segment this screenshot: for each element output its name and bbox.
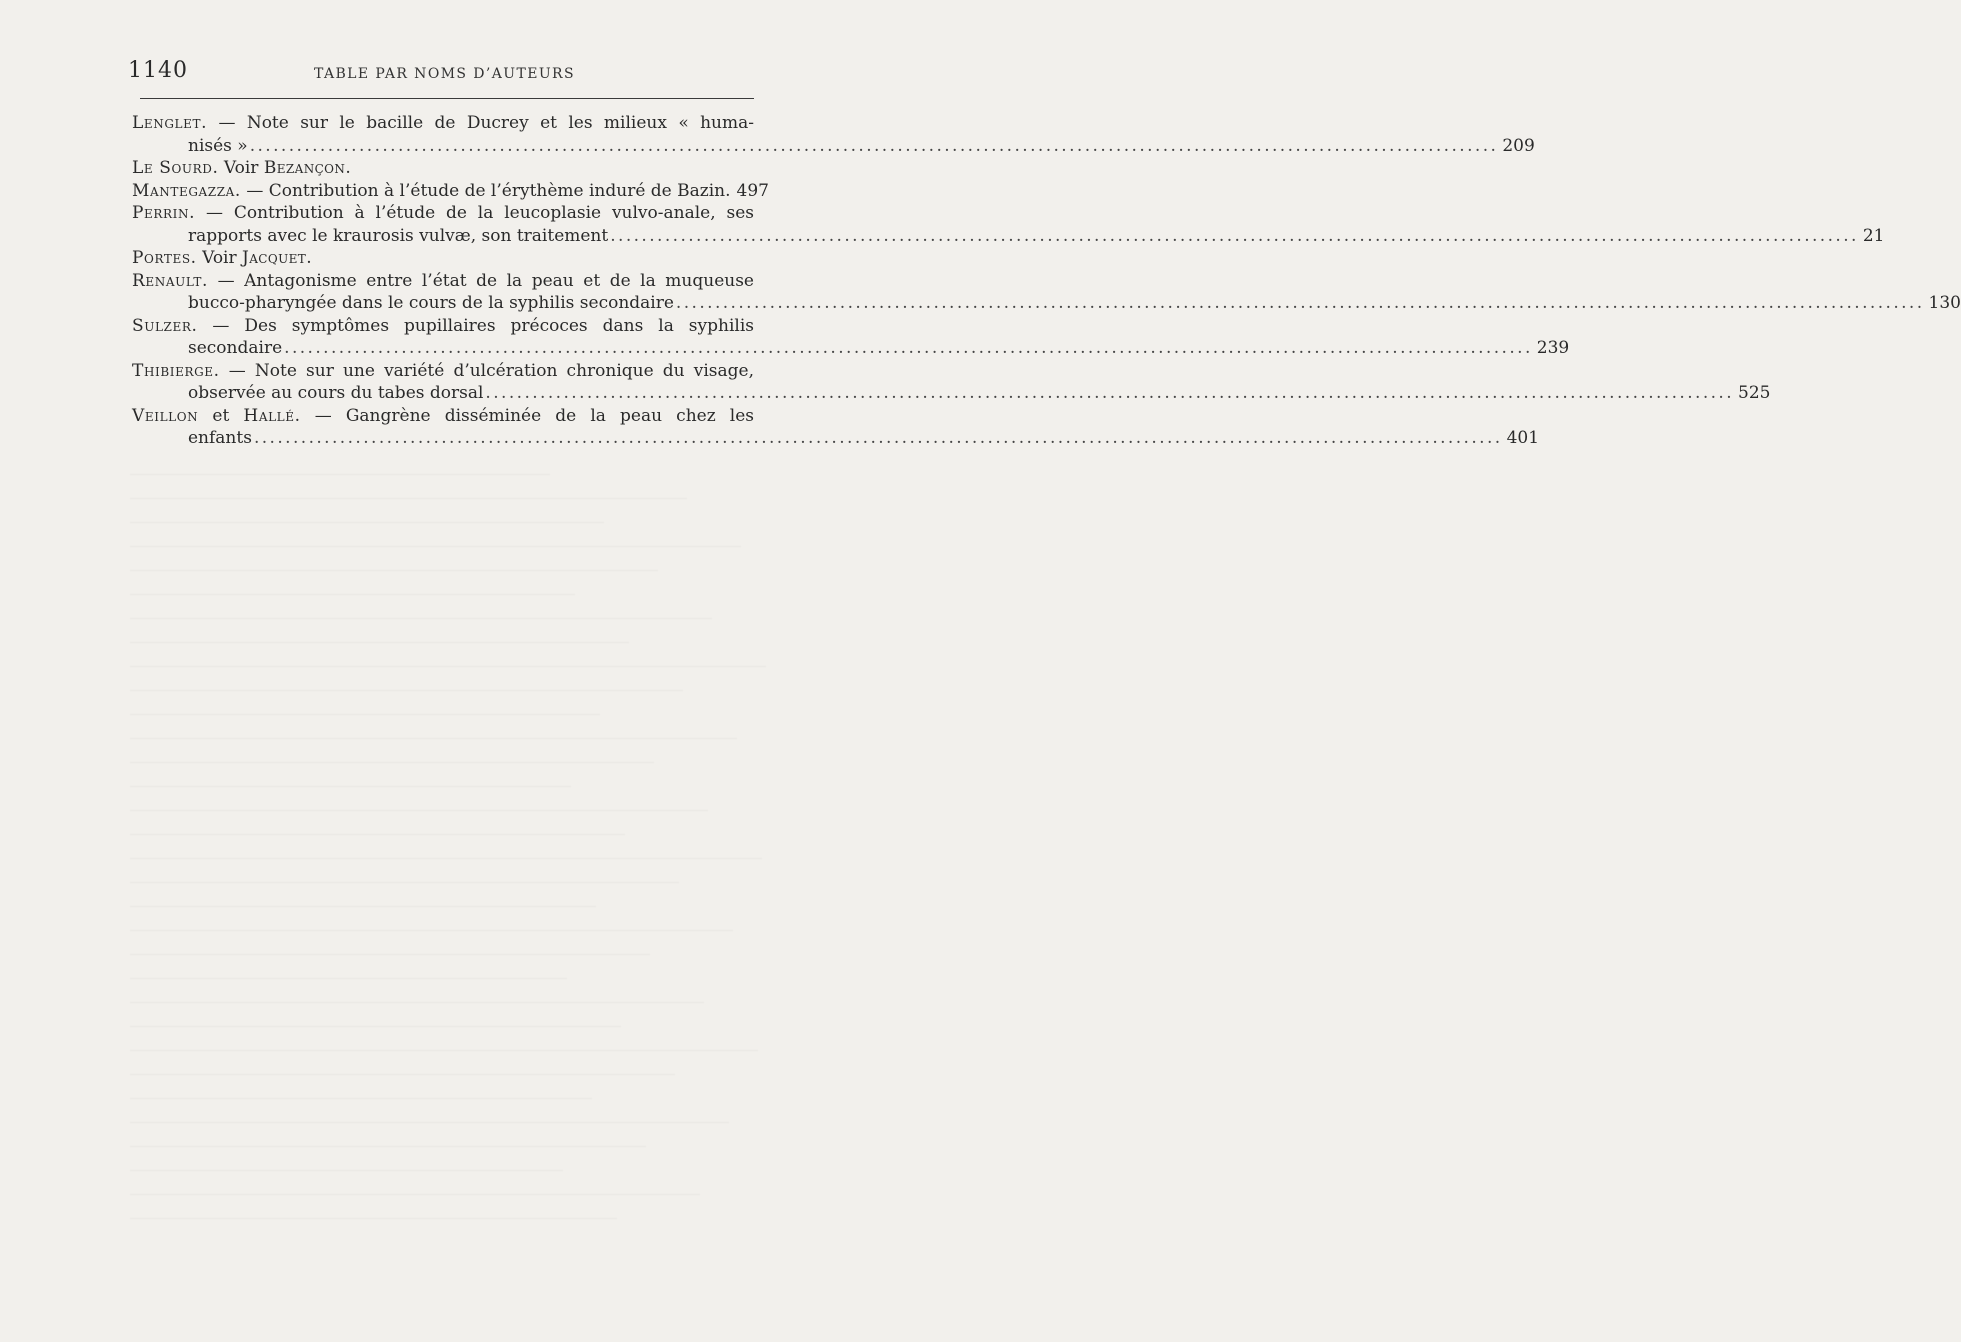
author-name: Sulzer. — [132, 315, 198, 336]
index-entry-portes — [132, 247, 754, 270]
entry-title-continued: bucco-pharyngée dans le cours de la syphilis secondaire — [188, 293, 674, 313]
show-through-line — [130, 724, 737, 739]
entry-title-continued: observée au cours du tabes dorsal — [188, 383, 484, 403]
author-name: Le Sourd. — [132, 158, 219, 178]
page-reference: 130 — [1928, 293, 1961, 313]
show-through-line — [130, 772, 571, 787]
page-header — [128, 58, 754, 92]
index-entry-renault — [132, 270, 1961, 315]
show-through-line — [130, 820, 625, 835]
author-name: Veillon — [132, 405, 199, 426]
leader-dots: ................................................................................................................................................................ — [610, 225, 1859, 246]
entry-title: — Note sur le bacille de Ducrey et les milieux « huma- — [207, 113, 754, 133]
leader-dots: ................................................................................................................................................................ — [284, 338, 1533, 358]
show-through-line — [130, 604, 712, 619]
show-through-line — [130, 796, 708, 811]
index-entry-le-sourd — [132, 157, 754, 180]
author-index — [132, 112, 1961, 450]
entry-title: — Gangrène disséminée de la peau chez les — [300, 405, 755, 426]
index-entry-perrin — [132, 202, 1885, 247]
show-through-line — [130, 1012, 621, 1027]
running-title: TABLE PAR NOMS D’AUTEURS — [314, 66, 575, 82]
show-through-line — [130, 844, 762, 859]
author-name: Perrin. — [132, 203, 196, 223]
show-through-line — [130, 1060, 675, 1075]
leader-dots: ................................................................................................................................................................ — [675, 293, 1925, 313]
show-through-line — [130, 1084, 592, 1099]
entry-title: — Contribution à l’étude de la leucoplasie vulvo-anale, ses — [195, 203, 754, 223]
show-through-line — [130, 532, 741, 547]
entry-title: — Des symptômes pupillaires précoces dans la syphilis — [197, 315, 754, 336]
index-entry-mantegazza — [132, 180, 769, 203]
entry-title: — Note sur une variété d’ulcération chronique du visage, — [219, 360, 754, 381]
author-name: Portes. — [132, 248, 197, 268]
coauthor-name: Hallé. — [243, 405, 301, 426]
show-through-line — [130, 628, 629, 643]
author-name: Renault. — [132, 270, 209, 291]
show-through-line — [130, 1180, 700, 1195]
entry-title-continued: enfants — [188, 428, 252, 448]
show-through-line — [130, 940, 650, 955]
page-reference: 497 — [736, 180, 769, 201]
leader-dots: ................................................................................................................................................................ — [249, 135, 1499, 156]
author-name: Mantegazza. — [132, 180, 241, 201]
page-reference: 401 — [1506, 428, 1540, 448]
page-reference: 21 — [1862, 225, 1885, 246]
leader-dots: ................................................................................................................................................................ — [485, 383, 1735, 403]
cross-reference: Jacquet. — [242, 248, 313, 268]
show-through-line — [130, 916, 733, 931]
show-through-line — [130, 988, 704, 1003]
page-reference: 525 — [1738, 383, 1771, 403]
show-through-line — [130, 508, 604, 523]
show-through-line — [130, 892, 596, 907]
show-through-line — [130, 748, 654, 763]
see-also-label: Voir — [218, 158, 264, 178]
show-through-line — [130, 868, 679, 883]
show-through-line — [130, 700, 600, 715]
page-reference: 239 — [1536, 338, 1570, 358]
show-through-line — [130, 1132, 646, 1147]
entry-title: — Antagonisme entre l’état de la peau et de la muqueuse — [208, 270, 754, 291]
index-entry-veillon-halle — [132, 405, 1540, 450]
entry-title-continued: nisés » — [188, 135, 248, 156]
entry-title-continued: rapports avec le kraurosis vulvæ, son traitement — [188, 225, 609, 246]
show-through-line — [130, 964, 567, 979]
page-reference: 209 — [1502, 135, 1535, 156]
index-entry-thibierge — [132, 360, 1771, 405]
show-through-line — [130, 484, 687, 499]
show-through-line — [130, 676, 683, 691]
author-name: Lenglet. — [132, 113, 208, 133]
show-through-line — [130, 1156, 563, 1171]
entry-title-continued: secondaire — [188, 338, 283, 358]
entry-title: — Contribution à l’étude de l’érythème induré de Bazin. — [240, 180, 731, 201]
show-through-line — [130, 1204, 617, 1219]
page-number: 1140 — [128, 58, 188, 83]
show-through-line — [130, 1036, 758, 1051]
see-also-label: Voir — [196, 248, 243, 268]
author-connector: et — [198, 405, 244, 426]
show-through-line — [130, 1108, 729, 1123]
show-through-texture — [130, 460, 790, 1220]
index-entry-sulzer — [132, 315, 1570, 360]
leader-dots: ................................................................................................................................................................ — [253, 428, 1503, 448]
index-entry-lenglet — [132, 112, 1535, 157]
show-through-line — [130, 556, 658, 571]
show-through-line — [130, 580, 575, 595]
cross-reference: Bezançon. — [263, 158, 352, 178]
show-through-line — [130, 460, 550, 475]
author-name: Thibierge. — [132, 360, 220, 381]
show-through-line — [130, 652, 766, 667]
header-rule — [140, 98, 754, 99]
